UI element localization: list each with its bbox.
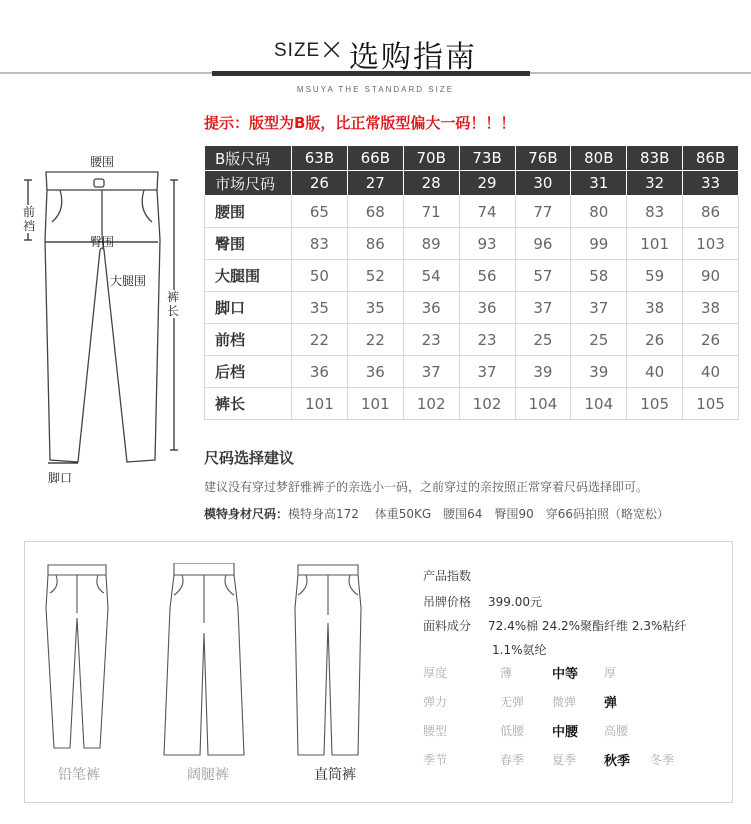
table-cell: 105 [627,388,683,420]
header-cell: 30 [515,171,571,196]
table-cell: 23 [459,324,515,356]
header-cell: 28 [403,171,459,196]
table-cell: 26 [627,324,683,356]
advice-title: 尺码选择建议 [204,449,295,467]
attribute-option: 厚 [604,666,617,680]
header-cell: 66B [347,146,403,171]
attribute-label: 腰型 [423,724,448,738]
fabric-value-line2: 1.1%氨纶 [492,643,547,657]
table-cell: 86 [683,196,739,228]
table-cell: 23 [403,324,459,356]
length-label: 裤长 [166,290,179,318]
header-cell: 31 [571,171,627,196]
attribute-option: 高腰 [604,724,629,738]
attribute-option: 薄 [500,666,513,680]
table-cell: 74 [459,196,515,228]
table-row [205,260,739,292]
table-cell: 40 [683,356,739,388]
table-row [205,292,739,324]
table-cell: 101 [292,388,348,420]
table-cell: 54 [403,260,459,292]
table-cell: 80 [571,196,627,228]
table-cell: 102 [459,388,515,420]
header-cell: 32 [627,171,683,196]
table-row [205,228,739,260]
header-cell: 86B [683,146,739,171]
header-cell: 70B [403,146,459,171]
attribute-option: 冬季 [650,753,675,767]
pant-styles-illustration [40,563,370,763]
table-cell: 36 [292,356,348,388]
header-cell: 33 [683,171,739,196]
attribute-option-selected: 秋季 [604,754,631,769]
header-cell: 27 [347,171,403,196]
attribute-option: 微弹 [552,695,577,709]
attribute-option: 夏季 [552,753,577,767]
table-cell: 103 [683,228,739,260]
table-cell: 50 [292,260,348,292]
model-measurements [204,505,669,522]
attribute-option: 无弹 [500,695,525,709]
attribute-option-selected: 弹 [604,696,618,711]
table-row [205,388,739,420]
row-label: 裤长 [205,388,292,420]
attribute-label: 厚度 [423,666,448,680]
table-cell: 37 [403,356,459,388]
table-cell: 38 [683,292,739,324]
straight-pants-sketch [295,565,361,755]
table-cell: 36 [459,292,515,324]
size-header-row [205,146,739,171]
table-cell: 102 [403,388,459,420]
table-cell: 52 [347,260,403,292]
table-cell: 93 [459,228,515,260]
header-row-label: 市场尺码 [205,171,292,196]
table-cell: 101 [347,388,403,420]
header-cell: 73B [459,146,515,171]
table-cell: 89 [403,228,459,260]
row-label: 后档 [205,356,292,388]
price-value: 399.00元 [488,595,542,609]
table-cell: 35 [347,292,403,324]
attribute-option-selected: 中腰 [552,725,579,740]
header-row-label: B版尺码 [205,146,292,171]
fabric-value-line1: 72.4%棉 24.2%聚酯纤维 2.3%粘纤 [488,619,687,633]
table-cell: 36 [403,292,459,324]
table-cell: 57 [515,260,571,292]
style-label-wide-leg: 阔腿裤 [187,767,229,783]
size-table [204,145,739,420]
table-cell: 96 [515,228,571,260]
thigh-label: 大腿围 [110,274,147,288]
table-cell: 104 [515,388,571,420]
header-cross: × [319,32,345,67]
model-label: 模特身材尺码： [204,507,289,521]
table-cell: 25 [571,324,627,356]
pencil-pants-sketch [46,565,108,748]
header-size-word: SIZE [274,40,321,61]
market-size-row [205,171,739,196]
header-subtitle: MSUYA THE STANDARD SIZE [296,85,455,94]
table-cell: 77 [515,196,571,228]
table-cell: 22 [292,324,348,356]
table-cell: 90 [683,260,739,292]
table-cell: 56 [459,260,515,292]
table-row [205,324,739,356]
fabric-label: 面料成分 [423,619,472,633]
table-cell: 37 [459,356,515,388]
page-title: 选购指南 [349,40,477,75]
size-tip: 提示：版型为B版，比正常版型偏大一码！！！ [204,114,516,132]
hem-label: 脚口 [48,471,73,485]
wide-leg-pants-sketch [164,563,244,755]
row-label: 臀围 [205,228,292,260]
price-label: 吊牌价格 [423,595,472,609]
table-cell: 101 [627,228,683,260]
table-cell: 38 [627,292,683,324]
front-rise-label: 前裆 [22,205,35,233]
attribute-label: 弹力 [423,695,448,709]
table-cell: 35 [292,292,348,324]
table-cell: 59 [627,260,683,292]
row-label: 腰围 [205,196,292,228]
table-cell: 83 [627,196,683,228]
table-cell: 68 [347,196,403,228]
attribute-option: 低腰 [500,724,525,738]
header-cell: 83B [627,146,683,171]
model-values: 模特身高172 体重50KG 腰围64 臀围90 穿66码拍照（略宽松） [288,507,669,521]
table-cell: 83 [292,228,348,260]
table-cell: 104 [571,388,627,420]
table-cell: 40 [627,356,683,388]
waist-label: 腰围 [89,155,115,169]
table-row [205,356,739,388]
attribute-label: 季节 [423,753,448,767]
header-cell: 26 [292,171,348,196]
style-label-pencil: 铅笔裤 [58,767,100,783]
table-cell: 25 [515,324,571,356]
header-cell: 76B [515,146,571,171]
table-cell: 39 [515,356,571,388]
row-label: 大腿围 [205,260,292,292]
table-cell: 86 [347,228,403,260]
header-cell: 80B [571,146,627,171]
advice-text: 建议没有穿过梦舒雅裤子的亲选小一码，之前穿过的亲按照正常穿着尺码选择即可。 [204,480,649,494]
table-cell: 65 [292,196,348,228]
hip-label: 臀围 [89,235,115,249]
attribute-option: 春季 [500,753,525,767]
table-cell: 105 [683,388,739,420]
table-cell: 26 [683,324,739,356]
table-row [205,196,739,228]
header-cell: 63B [292,146,348,171]
table-cell: 39 [571,356,627,388]
table-cell: 58 [571,260,627,292]
row-label: 脚口 [205,292,292,324]
pants-measurement-diagram [18,150,190,490]
header-cell: 29 [459,171,515,196]
row-label: 前档 [205,324,292,356]
table-cell: 37 [515,292,571,324]
table-cell: 99 [571,228,627,260]
style-label-straight: 直筒裤 [314,767,356,783]
attribute-option-selected: 中等 [552,667,579,682]
table-cell: 71 [403,196,459,228]
product-info-title: 产品指数 [423,569,472,583]
table-cell: 22 [347,324,403,356]
table-cell: 36 [347,356,403,388]
table-cell: 37 [571,292,627,324]
